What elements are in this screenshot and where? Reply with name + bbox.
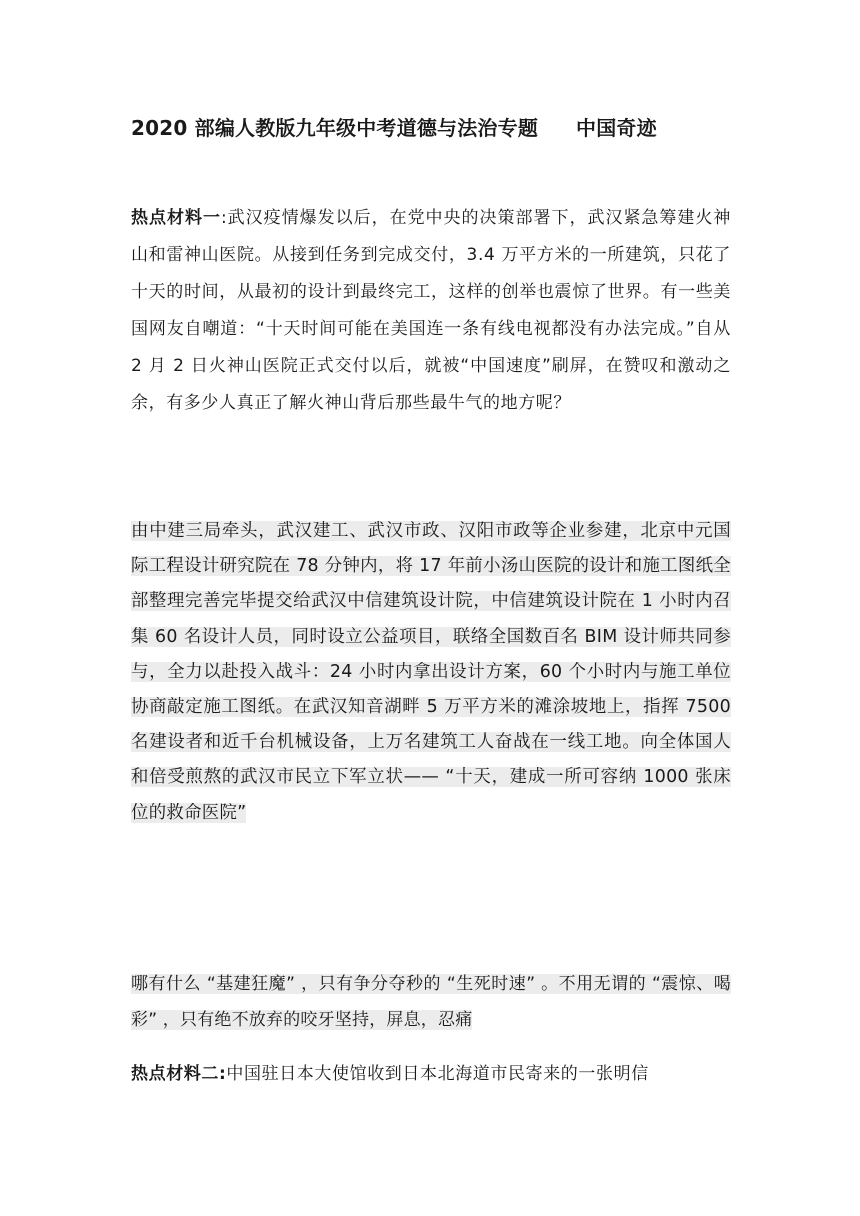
shaded-paragraph-text: 由中建三局牵头，武汉建工、武汉市政、汉阳市政等企业参建，北京中元国际工程设计研究院在 78 分钟内，将 17 年前小汤山医院的设计和施工图纸全部整理完善完毕提交给武汉中信建筑设计院，中信建筑设计院在 1 小时内召集 60 名设计人员，同时设立公益项目，联络全国数百名 BIM 设计师共同参与，全力以赴投入战斗：24 小时内拿出设计方案，60 个小时内与施工单位协商敲定施工图纸。在武汉知音湖畔 5 万平方米的滩涂坡地上，指挥 7500 名建设者和近千台机械设备，上万名建筑工人奋战在一线工地。向全体国人和倍受煎熬的武汉市民立下军立状—— “十天，建成一所可容纳 1000 张床位的救命医院”	[131, 521, 731, 823]
material-two-label: 热点材料二:	[131, 1064, 227, 1084]
shaded-paragraph	[131, 514, 731, 831]
material-one-text: :武汉疫情爆发以后，在党中央的决策部署下，武汉紧急筹建火神山和雷神山医院。从接到任务到完成交付，3.4 万平方米的一所建筑，只花了十天的时间，从最初的设计到最终完工，这样的创举也震惊了世界。有一些美国网友自嘲道：“十天时间可能在美国连一条有线电视都没有办法完成。”自从 2 月 2 日火神山医院正式交付以后，就被“中国速度”刷屏，在赞叹和激动之余，有多少人真正了解火神山背后那些最牛气的地方呢？	[131, 208, 731, 413]
shaded-paragraph-2	[131, 966, 731, 1038]
title-main: 2020 部编人教版九年级中考道德与法治专题	[131, 116, 539, 140]
shaded-paragraph-2-text: 哪有什么 “基建狂魔” ，只有争分夺秒的 “生死时速” 。不用无谓的 “震惊、喝彩” ，只有绝不放弃的咬牙坚持，屏息，忍痛	[131, 974, 731, 1030]
document-title	[131, 110, 731, 146]
material-two-paragraph	[131, 1056, 731, 1093]
material-one-paragraph	[131, 200, 731, 422]
title-topic: 中国奇迹	[576, 116, 657, 140]
material-two-text: 中国驻日本大使馆收到日本北海道市民寄来的一张明信	[226, 1064, 649, 1084]
material-one-label: 热点材料一	[131, 208, 221, 228]
